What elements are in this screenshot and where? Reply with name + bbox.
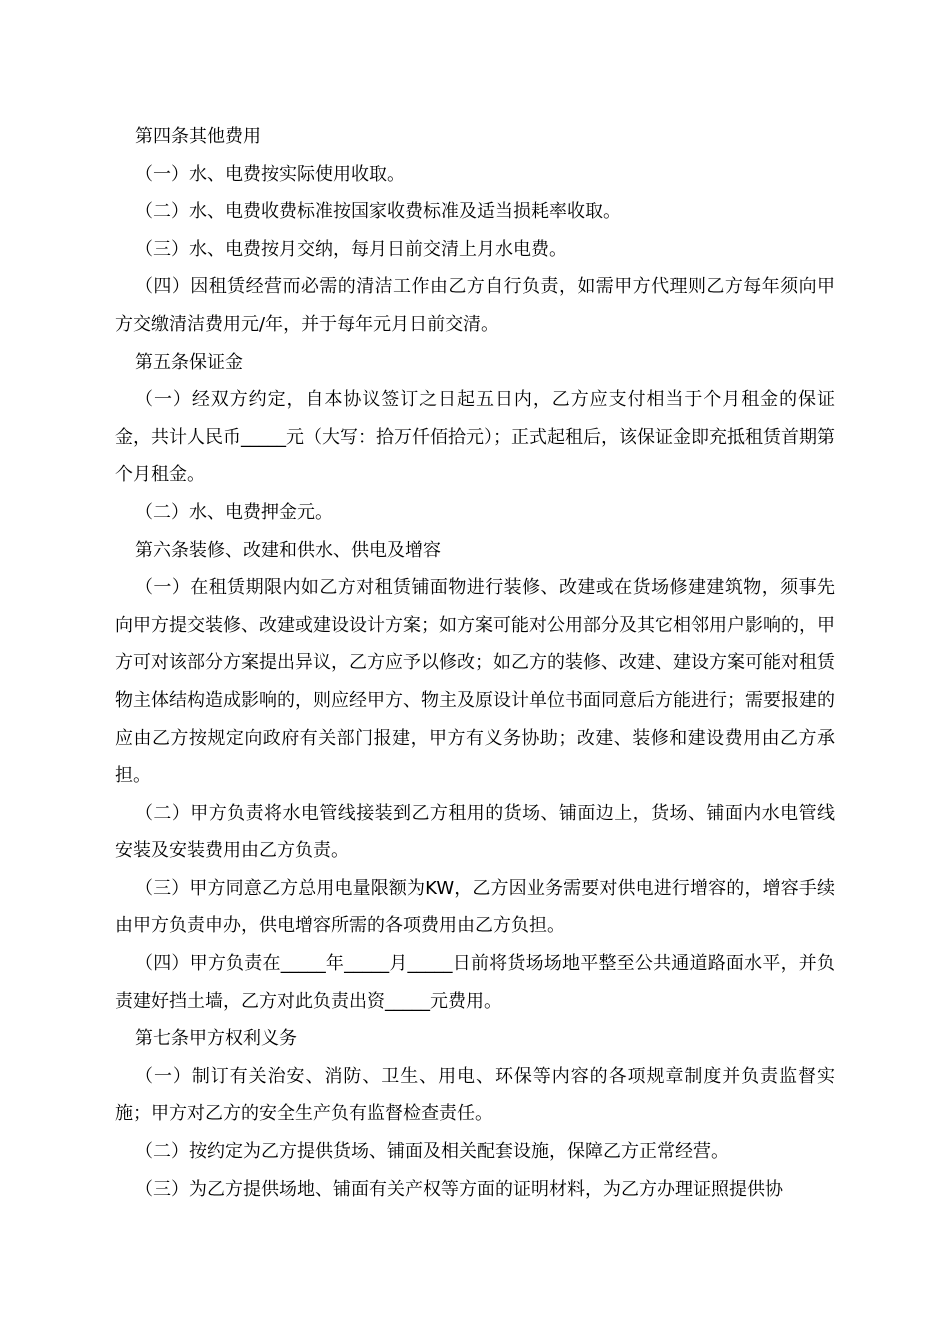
document-page bbox=[115, 118, 835, 1208]
clause-6-2: （二）甲方负责将水电管线接装到乙方租用的货场、铺面边上，货场、铺面内水电管线安装及安装费用由乙方负责。 bbox=[115, 802, 835, 862]
clause-4-2: （二）水、电费收费标准按国家收费标准及适当损耗率收取。 bbox=[135, 201, 621, 223]
section-heading-5: 第五条保证金 bbox=[135, 351, 243, 373]
clause-7-3: （三）为乙方提供场地、铺面有关产权等方面的证明材料，为乙方办理证照提供协 bbox=[135, 1178, 783, 1200]
clause-6-1: （一）在租赁期限内如乙方对租赁铺面物进行装修、改建或在货场修建建筑物，须事先向甲方提交装修、改建或建设设计方案；如方案可能对公用部分及其它相邻用户影响的，甲方可对该部分方案提出异议，乙方应予以修改；如乙方的装修、改建、建设方案可能对租赁物主体结构造成影响的，则应经甲方、物主及原设计单位书面同意后方能进行；需要报建的应由乙方按规定向政府有关部门报建，甲方有义务协助；改建、装修和建设费用由乙方承担。 bbox=[115, 577, 835, 787]
clause-7-2: （二）按约定为乙方提供货场、铺面及相关配套设施，保障乙方正常经营。 bbox=[135, 1141, 729, 1163]
clause-7-1: （一）制订有关治安、消防、卫生、用电、环保等内容的各项规章制度并负责监督实施；甲方对乙方的安全生产负有监督检查责任。 bbox=[115, 1065, 835, 1125]
clause-4-3: （三）水、电费按月交纳，每月日前交清上月水电费。 bbox=[135, 238, 567, 260]
clause-5-1: （一）经双方约定，自本协议签订之日起五日内，乙方应支付相当于个月租金的保证金，共计人民币_____元（大写：拾万仟佰拾元）；正式起租后，该保证金即充抵租赁首期第个月租金。 bbox=[115, 389, 835, 486]
clause-6-4: （四）甲方负责在_____年_____月_____日前将货场场地平整至公共通道路面水平，并负责建好挡土墙，乙方对此负责出资_____元费用。 bbox=[115, 953, 835, 1012]
section-heading-6: 第六条装修、改建和供水、供电及增容 bbox=[135, 539, 441, 561]
section-heading-4: 第四条其他费用 bbox=[135, 126, 261, 147]
section-heading-7: 第七条甲方权利义务 bbox=[135, 1028, 297, 1050]
clause-6-3: （三）甲方同意乙方总用电量限额为KW，乙方因业务需要对供电进行增容的，增容手续由甲方负责申办，供电增容所需的各项费用由乙方负担。 bbox=[115, 877, 835, 937]
clause-5-2: （二）水、电费押金元。 bbox=[135, 501, 333, 523]
clause-4-4: （四）因租赁经营而必需的清洁工作由乙方自行负责，如需甲方代理则乙方每年须向甲方交缴清洁费用元/年，并于每年元月日前交清。 bbox=[115, 276, 835, 335]
clause-4-1: （一）水、电费按实际使用收取。 bbox=[135, 163, 405, 185]
